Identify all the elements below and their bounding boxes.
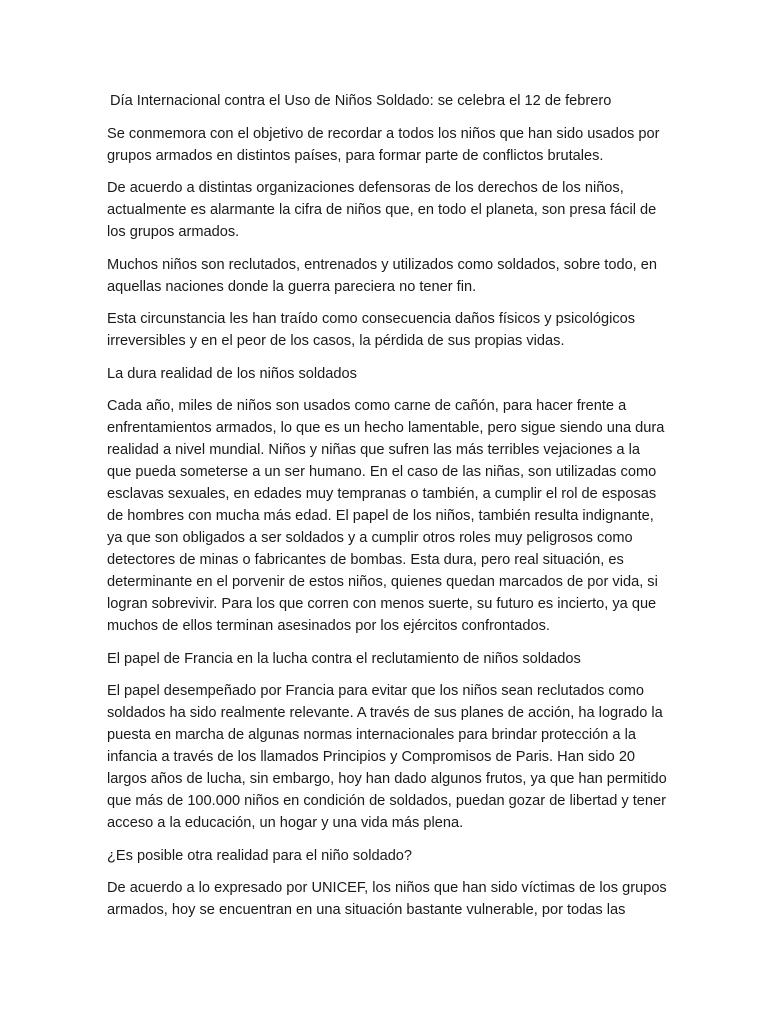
section-heading-francia: El papel de Francia en la lucha contra el reclutamiento de niños soldados: [107, 650, 581, 667]
paragraph-organizations: De acuerdo a distintas organizaciones defensoras de los derechos de los niños, actualmente es alarmante la cifra de niños que, en todo el planeta, son presa fácil de los grupos armados.: [107, 180, 657, 240]
paragraph-intro: Se conmemora con el objetivo de recordar a todos los niños que han sido usados por grupos armados en distintos países, para formar parte de conflictos brutales.: [107, 125, 660, 164]
document-body: [107, 90, 667, 932]
paragraph-unicef: De acuerdo a lo expresado por UNICEF, los niños que han sido víctimas de los grupos armados, hoy se encuentran en una situación bastante vulnerable, por todas las: [107, 880, 667, 918]
section-heading-otra-realidad: ¿Es posible otra realidad para el niño soldado?: [107, 847, 413, 864]
document-title: Día Internacional contra el Uso de Niños Soldado: se celebra el 12 de febrero: [110, 93, 612, 109]
paragraph-recruitment: Muchos niños son reclutados, entrenados y utilizados como soldados, sobre todo, en aquellas naciones donde la guerra pareciera no tener fin.: [107, 256, 658, 295]
paragraph-francia: El papel desempeñado por Francia para evitar que los niños sean reclutados como soldados ha sido realmente relevante. A través de sus planes de acción, ha logrado la puesta en marcha de algunas normas internacionales para brindar protección a la infancia a través de los llamados Principios y Compromisos de Paris. Han sido 20 largos años de lucha, sin embargo, hoy han dado algunos frutos, ya que han permitido que más de 100.000 niños en condición de soldados, puedan gozar de libertad y tener acceso a la educación, un hogar y una vida más plena.: [107, 683, 667, 831]
section-heading-dura-realidad: La dura realidad de los niños soldados: [107, 365, 357, 382]
paragraph-consequences: Esta circunstancia les han traído como consecuencia daños físicos y psicológicos irreversibles y en el peor de los casos, la pérdida de sus propias vidas.: [107, 311, 636, 349]
paragraph-dura-realidad: Cada año, miles de niños son usados como carne de cañón, para hacer frente a enfrentamientos armados, lo que es un hecho lamentable, pero sigue siendo una dura realidad a nivel mundial. Niños y niñas que sufren las más terribles vejaciones a la que pueda someterse a un ser humano. En el caso de las niñas, son utilizadas como esclavas sexuales, en edades muy tempranas o también, a cumplir el rol de esposas de hombres con mucha más edad. El papel de los niños, también resulta indignante, ya que son obligados a ser soldados y a cumplir otros roles muy peligrosos como detectores de minas o fabricantes de bombas. Esta dura, pero real situación, es determinante en el porvenir de estos niños, quienes quedan marcados de por vida, si logran sobrevivir. Para los que corren con menos suerte, su futuro es incierto, ya que muchos de ellos terminan asesinados por los ejércitos confrontados.: [107, 398, 665, 634]
